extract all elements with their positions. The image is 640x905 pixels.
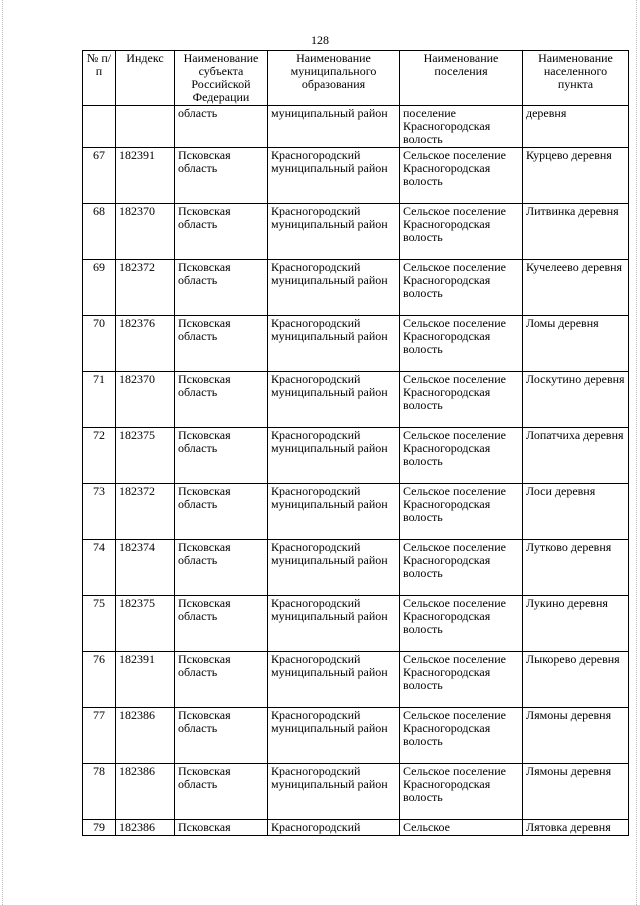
table-row	[83, 428, 629, 484]
cell-subject: Псковская область	[175, 764, 268, 820]
cell-index: 182376	[116, 316, 175, 372]
cell-subject: Псковская область	[175, 708, 268, 764]
cell-num: 74	[83, 540, 116, 596]
cell-settlement: Сельское поселение Красногородская волость	[400, 596, 523, 652]
header-municipality: Наименование муниципального образования	[268, 51, 400, 106]
cell-num: 72	[83, 428, 116, 484]
table-row-last	[83, 820, 629, 836]
cell-settlement: Сельское поселение Красногородская волость	[400, 484, 523, 540]
cell-num: 67	[83, 148, 116, 204]
cell-subject: Псковская область	[175, 652, 268, 708]
cell-locality: Лукино деревня	[523, 596, 629, 652]
scan-edge-left	[2, 0, 4, 905]
cell-settlement: Сельское поселение Красногородская волость	[400, 428, 523, 484]
cell-num: 73	[83, 484, 116, 540]
cell-num: 68	[83, 204, 116, 260]
cell-locality: Ломы деревня	[523, 316, 629, 372]
cell-municipality: Красногородский муниципальный район	[268, 260, 400, 316]
cell-municipality: Красногородский муниципальный район	[268, 764, 400, 820]
cell-index: 182372	[116, 260, 175, 316]
cell-locality: Кучелеево деревня	[523, 260, 629, 316]
table-row	[83, 596, 629, 652]
cell-subject: Псковская область	[175, 316, 268, 372]
cell-index: 182372	[116, 484, 175, 540]
cell-municipality: Красногородский муниципальный район	[268, 428, 400, 484]
table-row	[83, 148, 629, 204]
cell-index: 182386	[116, 820, 175, 836]
cell-locality: Лямоны деревня	[523, 764, 629, 820]
cell-num: 78	[83, 764, 116, 820]
header-row	[83, 51, 629, 106]
cell-municipality: Красногородский муниципальный район	[268, 204, 400, 260]
cell-num: 76	[83, 652, 116, 708]
cell-settlement: Сельское поселение Красногородская волость	[400, 260, 523, 316]
cell-index: 182386	[116, 708, 175, 764]
table-row	[83, 764, 629, 820]
cell-municipality: Красногородский муниципальный район	[268, 316, 400, 372]
cell-index: 182375	[116, 428, 175, 484]
table-row	[83, 204, 629, 260]
header-locality: Наименование населенного пункта	[523, 51, 629, 106]
table-row	[83, 652, 629, 708]
cell-locality: Курцево деревня	[523, 148, 629, 204]
header-settlement: Наименование поселения	[400, 51, 523, 106]
cell-locality: Лоскутино деревня	[523, 372, 629, 428]
cell-locality: Лятовка деревня	[523, 820, 629, 836]
cell-settlement: Сельское поселение Красногородская волость	[400, 204, 523, 260]
cell-locality: Лыкорево деревня	[523, 652, 629, 708]
table-row	[83, 260, 629, 316]
cell-index: 182370	[116, 372, 175, 428]
table-row	[83, 708, 629, 764]
cell-index: 182374	[116, 540, 175, 596]
cell-index: 182386	[116, 764, 175, 820]
table-row	[83, 484, 629, 540]
cell-locality: Лопатчиха деревня	[523, 428, 629, 484]
cell-num: 69	[83, 260, 116, 316]
header-index: Индекс	[116, 51, 175, 106]
page-number: 128	[311, 33, 329, 47]
cell-subject: Псковская область	[175, 540, 268, 596]
cell-subject: Псковская область	[175, 148, 268, 204]
cell-settlement: Сельское поселение Красногородская волость	[400, 316, 523, 372]
cell-settlement: Сельское поселение Красногородская волость	[400, 764, 523, 820]
cell-settlement: поселение Красногородская волость	[400, 106, 523, 148]
cell-settlement: Сельское поселение Красногородская волость	[400, 708, 523, 764]
cell-locality: Лямоны деревня	[523, 708, 629, 764]
cell-locality: Лутково деревня	[523, 540, 629, 596]
cell-municipality: Красногородский муниципальный район	[268, 596, 400, 652]
cell-num: 79	[83, 820, 116, 836]
cell-locality: Литвинка деревня	[523, 204, 629, 260]
table-row	[83, 540, 629, 596]
table-body	[83, 106, 629, 836]
cell-index: 182370	[116, 204, 175, 260]
header-num: № п/п	[83, 51, 116, 106]
cell-subject: Псковская область	[175, 204, 268, 260]
cell-settlement: Сельское поселение Красногородская волость	[400, 652, 523, 708]
cell-subject: Псковская область	[175, 484, 268, 540]
cell-municipality: Красногородский муниципальный район	[268, 148, 400, 204]
cell-municipality: Красногородский муниципальный район	[268, 372, 400, 428]
cell-index	[116, 106, 175, 148]
table-header	[83, 51, 629, 106]
cell-locality: деревня	[523, 106, 629, 148]
cell-municipality: Красногородский муниципальный район	[268, 708, 400, 764]
cell-locality: Лоси деревня	[523, 484, 629, 540]
table-row	[83, 316, 629, 372]
cell-num	[83, 106, 116, 148]
header-subject: Наименование субъекта Российской Федерации	[175, 51, 268, 106]
scan-edge-right	[636, 0, 638, 905]
cell-index: 182391	[116, 652, 175, 708]
cell-num: 75	[83, 596, 116, 652]
cell-municipality: Красногородский муниципальный район	[268, 540, 400, 596]
cell-municipality: муниципальный район	[268, 106, 400, 148]
cell-municipality: Красногородский муниципальный район	[268, 484, 400, 540]
cell-num: 70	[83, 316, 116, 372]
cell-settlement: Сельское поселение Красногородская волость	[400, 540, 523, 596]
table-row	[83, 372, 629, 428]
cell-index: 182391	[116, 148, 175, 204]
cell-subject: Псковская	[175, 820, 268, 836]
cell-num: 77	[83, 708, 116, 764]
continuation-row	[83, 106, 629, 148]
cell-index: 182375	[116, 596, 175, 652]
cell-subject: Псковская область	[175, 372, 268, 428]
cell-settlement: Сельское поселение Красногородская волость	[400, 148, 523, 204]
cell-subject: Псковская область	[175, 596, 268, 652]
cell-settlement: Сельское	[400, 820, 523, 836]
cell-municipality: Красногородский	[268, 820, 400, 836]
cell-num: 71	[83, 372, 116, 428]
cell-municipality: Красногородский муниципальный район	[268, 652, 400, 708]
cell-subject: Псковская область	[175, 428, 268, 484]
cell-settlement: Сельское поселение Красногородская волость	[400, 372, 523, 428]
cell-subject: область	[175, 106, 268, 148]
cell-subject: Псковская область	[175, 260, 268, 316]
settlements-table	[82, 50, 629, 836]
